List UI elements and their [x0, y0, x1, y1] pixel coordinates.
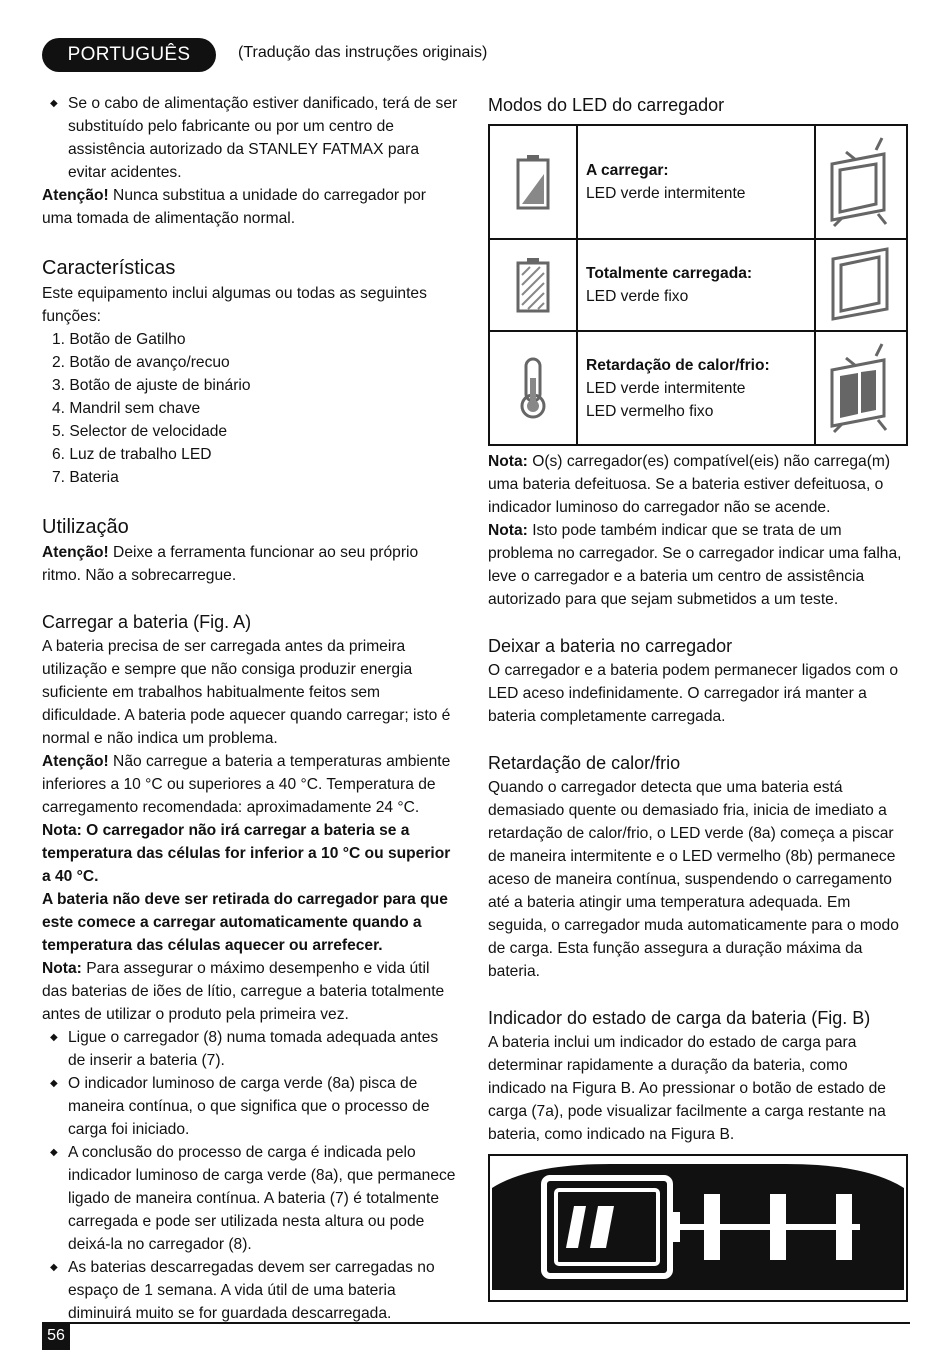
- charging-bullet: ◆ O indicador luminoso de carga verde (8a) pisca de maneira contínua, o que significa que o processo de carga foi iniciado.: [42, 1072, 458, 1141]
- leave-heading: Deixar a bateria no carregador: [488, 636, 733, 656]
- note-bold-text: Nota: O carregador não irá carregar a bateria se a temperatura das células for inferior a 10 °C ou superior a 40 °C.: [42, 822, 451, 885]
- warning-label: Atenção!: [42, 187, 109, 204]
- fuel-gauge-figure: [488, 1154, 908, 1302]
- note-charger-fault: [488, 519, 910, 611]
- right-column: [488, 92, 910, 1302]
- features-intro: Este equipamento inclui algumas ou todas as seguintes funções:: [42, 285, 427, 325]
- led-mode-title: A carregar:: [586, 162, 669, 179]
- bold-text: A bateria não deve ser retirada do carregador para que este comece a carregar automaticamente quando a temperatura das células aquecer ou arrefecer.: [42, 891, 448, 954]
- warning-text: Nunca substitua a unidade do carregador por uma tomada de alimentação normal.: [42, 187, 426, 227]
- led-mode-line: LED vermelho fixo: [586, 402, 714, 420]
- intro-warning: [42, 184, 458, 230]
- list-item: 3. Botão de ajuste de binário: [52, 377, 251, 394]
- charging-bullet: ◆ A conclusão do processo de carga é indicada pelo indicador luminoso de carga verde (8a), que permanece ligado de maneira contínua. A bateria (7) é totalmente carregada e pode ser utilizada nesta altura ou pode deixá-la no carregador (8).: [42, 1141, 458, 1256]
- led-mode-line: LED verde intermitente: [586, 379, 746, 397]
- list-item: 1. Botão de Gatilho: [52, 331, 186, 348]
- note-label: Nota:: [42, 960, 82, 977]
- delay-paragraph: Quando o carregador detecta que uma bateria está demasiado quente ou demasiado fria, inicia de imediato a retardação de calor/frio, o LED verde (8a) começa a piscar de maneira intermitente e o LED vermelho (8b) permanece aceso de maneira contínua, suspendendo o carregamento até a bateria atingir uma temperatura adequada. Em seguida, o carregador muda automaticamente para o modo de carga. Esta função assegura a duração máxima da bateria.: [488, 779, 899, 980]
- led-mode-line: LED verde intermitente: [586, 185, 746, 202]
- delay-heading: Retardação de calor/frio: [488, 753, 681, 773]
- note-label: Nota:: [488, 522, 528, 539]
- note-text: O(s) carregador(es) compatível(eis) não carrega(m) uma bateria defeituosa. Se a bateria estiver defeituosa, o indicador luminoso do carregador não se acende.: [488, 453, 891, 516]
- charging-heading: Carregar a bateria (Fig. A): [42, 612, 252, 632]
- warning-label: Atenção!: [42, 753, 109, 770]
- features-heading: Características: [42, 257, 176, 279]
- led-modes-table: [488, 124, 908, 446]
- led-flashing-icon: [816, 126, 906, 238]
- list-item: 5. Selector de velocidade: [52, 423, 228, 440]
- led-dual-flashing-icon: [816, 332, 906, 444]
- language-badge: PORTUGUÊS: [42, 38, 216, 72]
- list-item: 6. Luz de trabalho LED: [52, 446, 212, 463]
- led-row-full: [490, 238, 906, 330]
- features-list: [42, 328, 458, 489]
- leave-paragraph: O carregador e a bateria podem permanecer ligados com o LED aceso indefinidamente. O carregador irá manter a bateria completamente carregada.: [488, 662, 898, 725]
- led-steady-icon: [816, 240, 906, 330]
- use-heading: Utilização: [42, 516, 129, 538]
- footer-rule: [42, 1322, 910, 1324]
- charging-bullet: ◆ As baterias descarregadas devem ser carregadas no espaço de 1 semana. A vida útil de uma bateria diminuirá muito se for guardada descarregada.: [42, 1256, 458, 1325]
- use-warning: [42, 541, 458, 587]
- battery-charging-icon: [490, 126, 578, 238]
- list-item: 2. Botão de avanço/recuo: [52, 354, 230, 371]
- charging-bullet: ◆ Ligue o carregador (8) numa tomada adequada antes de inserir a bateria (7).: [42, 1026, 458, 1072]
- led-mode-title: Totalmente carregada:: [586, 265, 753, 282]
- left-column: [42, 92, 458, 1325]
- charging-bold-paragraph: [42, 888, 458, 957]
- indicator-heading: Indicador do estado de carga da bateria (Fig. B): [488, 1008, 871, 1028]
- note-label: Nota:: [488, 453, 528, 470]
- list-item: 4. Mandril sem chave: [52, 400, 201, 417]
- thermometer-icon: [490, 332, 578, 444]
- warning-label: Atenção!: [42, 544, 109, 561]
- charging-paragraph: A bateria precisa de ser carregada antes da primeira utilização e sempre que não consiga produzir energia suficiente em trabalhos habitualmente feitos sem dificuldade. A bateria pode aquecer quando carregar; isto é normal e não indica um problema.: [42, 638, 451, 747]
- led-mode-line: LED verde fixo: [586, 288, 689, 305]
- led-modes-heading: Modos do LED do carregador: [488, 95, 725, 115]
- page-number: 56: [42, 1322, 70, 1350]
- note-defective: [488, 450, 910, 519]
- led-row-delay: [490, 330, 906, 444]
- warning-text: Deixe a ferramenta funcionar ao seu próprio ritmo. Não a sobrecarregue.: [42, 544, 419, 584]
- battery-gauge-icon: [490, 1156, 906, 1300]
- list-item: 7. Bateria: [52, 469, 119, 486]
- charging-note: [42, 957, 458, 1026]
- translation-note: (Tradução das instruções originais): [238, 44, 488, 61]
- charging-note-bold: [42, 819, 458, 888]
- led-row-charging: [490, 126, 906, 238]
- warning-text: Não carregue a bateria a temperaturas ambiente inferiores a 10 °C ou superiores a 40 °C. Temperatura de carregamento recomendada: aproximadamente 24 °C.: [42, 753, 451, 816]
- note-text: Para assegurar o máximo desempenho e vida útil das baterias de iões de lítio, carregue a bateria totalmente antes de utilizar o produto pela primeira vez.: [42, 960, 445, 1023]
- note-text: Isto pode também indicar que se trata de um problema no carregador. Se o carregador indicar uma falha, leve o carregador e a bateria um centro de assistência autorizado para que sejam submetidos a um teste.: [488, 522, 902, 608]
- led-mode-title: Retardação de calor/frio:: [586, 356, 770, 374]
- intro-bullet: ◆ Se o cabo de alimentação estiver danificado, terá de ser substituído pelo fabricante ou por um centro de assistência autorizado da STANLEY FATMAX para evitar acidentes.: [42, 92, 458, 184]
- battery-full-icon: [490, 240, 578, 330]
- indicator-paragraph: A bateria inclui um indicador do estado de carga para determinar rapidamente a duração da bateria, como indicado na Figura B. Ao pressionar o botão de estado de carga (7a), pode visualizar facilmente a carga restante na bateria, como indicado na Figura B.: [488, 1034, 886, 1143]
- charging-warning: [42, 750, 458, 819]
